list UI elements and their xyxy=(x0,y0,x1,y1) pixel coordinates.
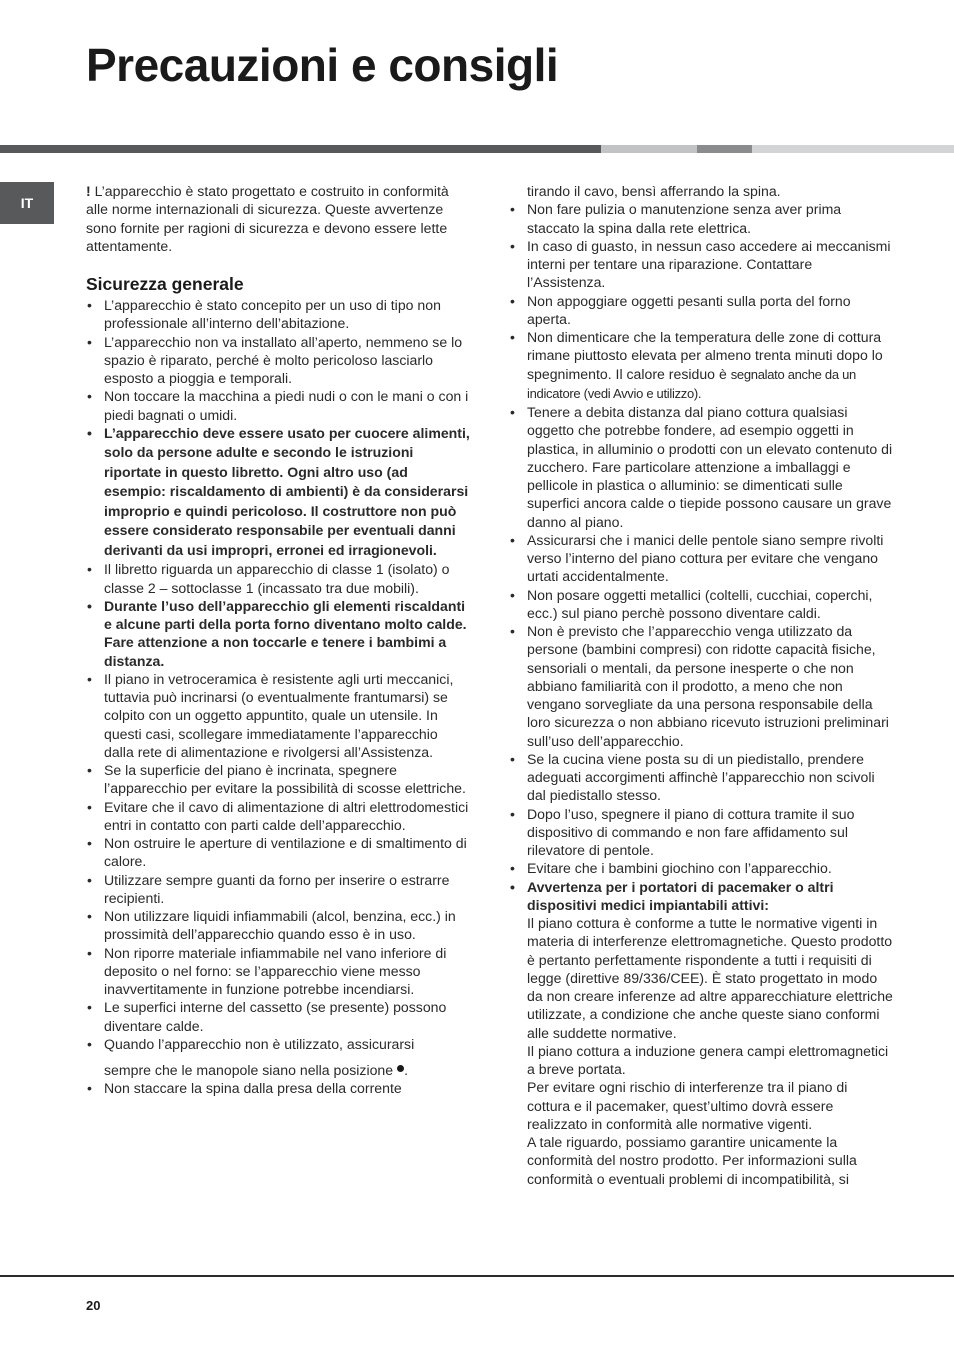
pacemaker-warning xyxy=(509,878,894,1188)
right-column xyxy=(509,182,894,1188)
list-item: • Non appoggiare oggetti pesanti sulla porta del forno aperta. xyxy=(509,292,894,329)
footer-rule xyxy=(0,1275,954,1277)
knob-item-line1: Quando l’apparecchio non è utilizzato, assicurarsi xyxy=(104,1035,415,1052)
pacemaker-heading: Avvertenza per i portatori di pacemaker o altri dispositivi medici impiantabili attivi: xyxy=(527,878,834,913)
list-item: • Non dimenticare che la temperatura delle zone di cottura rimane piuttosto elevata per almeno trenta minuti dopo lo spegnimento. Il calore residuo è segnalato anche da un indicatore (vedi Avvio e utilizzo). xyxy=(509,328,894,403)
list-item: • L’apparecchio è stato concepito per un uso di tipo non professionale all’interno dell’abitazione. xyxy=(86,296,471,333)
warning-mark: ! xyxy=(86,183,91,199)
list-item: • Non riporre materiale infiammabile nel vano inferiore di deposito o nel forno: se l’apparecchio viene messo inavvertitamente in funzione potrebbe incendiarsi. xyxy=(86,944,471,999)
list-item: • Non utilizzare liquidi infiammabili (alcol, benzina, ecc.) in prossimità dell’apparecchio quando esso è in uso. xyxy=(86,907,471,944)
list-item: • Le superfici interne del cassetto (se presente) possono diventare calde. xyxy=(86,998,471,1035)
residual-heat-note: segnalato anche da un indicatore (vedi Avvio e utilizzo). xyxy=(527,366,856,401)
safety-list-left xyxy=(86,296,471,1098)
left-column xyxy=(86,182,471,1098)
list-item: • Non ostruire le aperture di ventilazione e di smaltimento di calore. xyxy=(86,834,471,871)
page-title: Precauzioni e consigli xyxy=(86,39,559,91)
list-item: • L’apparecchio deve essere usato per cuocere alimenti, solo da persone adulte e secondo le istruzioni riportate in questo libretto. Ogni altro uso (ad esempio: riscaldamento di ambienti) è da considerarsi improprio e quindi pericoloso. Il costruttore non può essere considerato responsabile per eventuali danni derivanti da usi impropri, erronei ed irragionevoli. xyxy=(86,424,471,561)
header-rule-light xyxy=(601,145,697,153)
list-item-continuation: tirando il cavo, bensì afferrando la spina. xyxy=(527,183,781,199)
header-rule-pale xyxy=(752,145,954,153)
intro-paragraph xyxy=(86,182,471,255)
pacemaker-paragraph: A tale riguardo, possiamo garantire unicamente la conformità del nostro prodotto. Per informazioni sulla conformità o eventuali problemi di incompatibilità, si xyxy=(527,1134,857,1187)
header-rule-mid xyxy=(697,145,752,153)
list-item: • Se la cucina viene posta su di un piedistallo, prendere adeguati accorgimenti affinchè l’apparecchio non scivoli dal piedistallo stesso. xyxy=(509,750,894,805)
list-item: • Assicurarsi che i manici delle pentole siano sempre rivolti verso l’interno del piano cottura per evitare che vengano urtati accidentalmente. xyxy=(509,531,894,586)
page-number: 20 xyxy=(86,1298,101,1313)
list-item: • Non staccare la spina dalla presa della corrente xyxy=(86,1079,471,1097)
list-item: • Il piano in vetroceramica è resistente agli urti meccanici, tuttavia può incrinarsi (o eventualmente frantumarsi) se colpito con un oggetto appuntito, quale un utensile. In questi casi, scollegare immediatamente l’apparecchio dalla rete di alimentazione e rivolgersi all’Assistenza. xyxy=(86,670,471,761)
language-tab: IT xyxy=(0,182,54,224)
list-item: • Non toccare la macchina a piedi nudi o con le mani o con i piedi bagnati o umidi. xyxy=(86,387,471,424)
pacemaker-paragraph: Il piano cottura a induzione genera campi elettromagnetici a breve portata. xyxy=(527,1042,889,1077)
pacemaker-paragraph: Il piano cottura è conforme a tutte le normative vigenti in materia di interferenze elettromagnetiche. Questo prodotto è pertanto perfettamente rispondente a tutti i requisiti di legge (direttive 89/336/CEE). È stato progettato in modo da non creare inferenze ad altre apparecchiature elettriche utilizzate, a condizione che anche queste siano conformi alle suddette normative. xyxy=(527,915,893,1041)
list-item: • Non è previsto che l’apparecchio venga utilizzato da persone (bambini compresi) con ridotte capacità fisiche, sensoriali o mentali, da persone inesperte o che non abbiano familiarità con il prodotto, a meno che non vengano sorvegliate da una persona responsabile della loro sicurezza o non abbiano ricevuto istruzioni preliminari sull’uso dell’apparecchio. xyxy=(509,622,894,750)
list-item: • Non posare oggetti metallici (coltelli, cucchiai, coperchi, ecc.) sul piano perchè possono diventare caldi. xyxy=(509,586,894,623)
list-item: • Tenere a debita distanza dal piano cottura qualsiasi oggetto che potrebbe fondere, ad esempio oggetti in plastica, in alluminio o prodotti con un elevato contenuto di zucchero. Fare particolare attenzione a imballaggi e pellicole in plastica o alluminio: se dimenticati sulle superfici ancora calde o tiepide possono causare un grave danno al piano. xyxy=(509,403,894,531)
header-rule-dark xyxy=(0,145,601,153)
knob-item-line2: sempre che le manopole siano nella posizione . xyxy=(104,1062,409,1078)
list-item: • In caso di guasto, in nessun caso accedere ai meccanismi interni per tentare una riparazione. Contattare l’Assistenza. xyxy=(509,237,894,292)
list-item: • Evitare che i bambini giochino con l’apparecchio. xyxy=(509,859,894,877)
list-item: • Il libretto riguarda un apparecchio di classe 1 (isolato) o classe 2 – sottoclasse 1 (incassato tra due mobili). xyxy=(86,560,471,597)
list-item: • Dopo l’uso, spegnere il piano di cottura tramite il suo dispositivo di commando e non fare affidamento sul rilevatore di pentole. xyxy=(509,805,894,860)
list-item: • Utilizzare sempre guanti da forno per inserire o estrarre recipienti. xyxy=(86,871,471,908)
list-item: • Evitare che il cavo di alimentazione di altri elettrodomestici entri in contatto con parti calde dell’apparecchio. xyxy=(86,798,471,835)
list-item: • Non fare pulizia o manutenzione senza aver prima staccato la spina dalla rete elettrica. xyxy=(509,200,894,237)
list-item: • L’apparecchio non va installato all’aperto, nemmeno se lo spazio è riparato, perché è molto pericoloso lasciarlo esposto a pioggia e temporali. xyxy=(86,333,471,388)
list-item xyxy=(86,1035,471,1080)
intro-text: L’apparecchio è stato progettato e costruito in conformità alle norme internazionali di sicurezza. Queste avvertenze sono fornite per ragioni di sicurezza e devono essere lette attentamente. xyxy=(86,183,449,254)
pacemaker-paragraph: Per evitare ogni rischio di interferenze tra il piano di cottura e il pacemaker, quest’ultimo dovrà essere realizzato in conformità alle normative vigenti. xyxy=(527,1079,848,1132)
list-item: • Durante l’uso dell’apparecchio gli elementi riscaldanti e alcune parti della porta forno diventano molto calde. Fare attenzione a non toccarle e tenere i bambimi a distanza. xyxy=(86,597,471,670)
safety-list-right xyxy=(509,182,894,1188)
list-item: • Se la superficie del piano è incrinata, spegnere l’apparecchio per evitare la possibilità di scosse elettriche. xyxy=(86,761,471,798)
section-title: Sicurezza generale xyxy=(86,274,244,294)
